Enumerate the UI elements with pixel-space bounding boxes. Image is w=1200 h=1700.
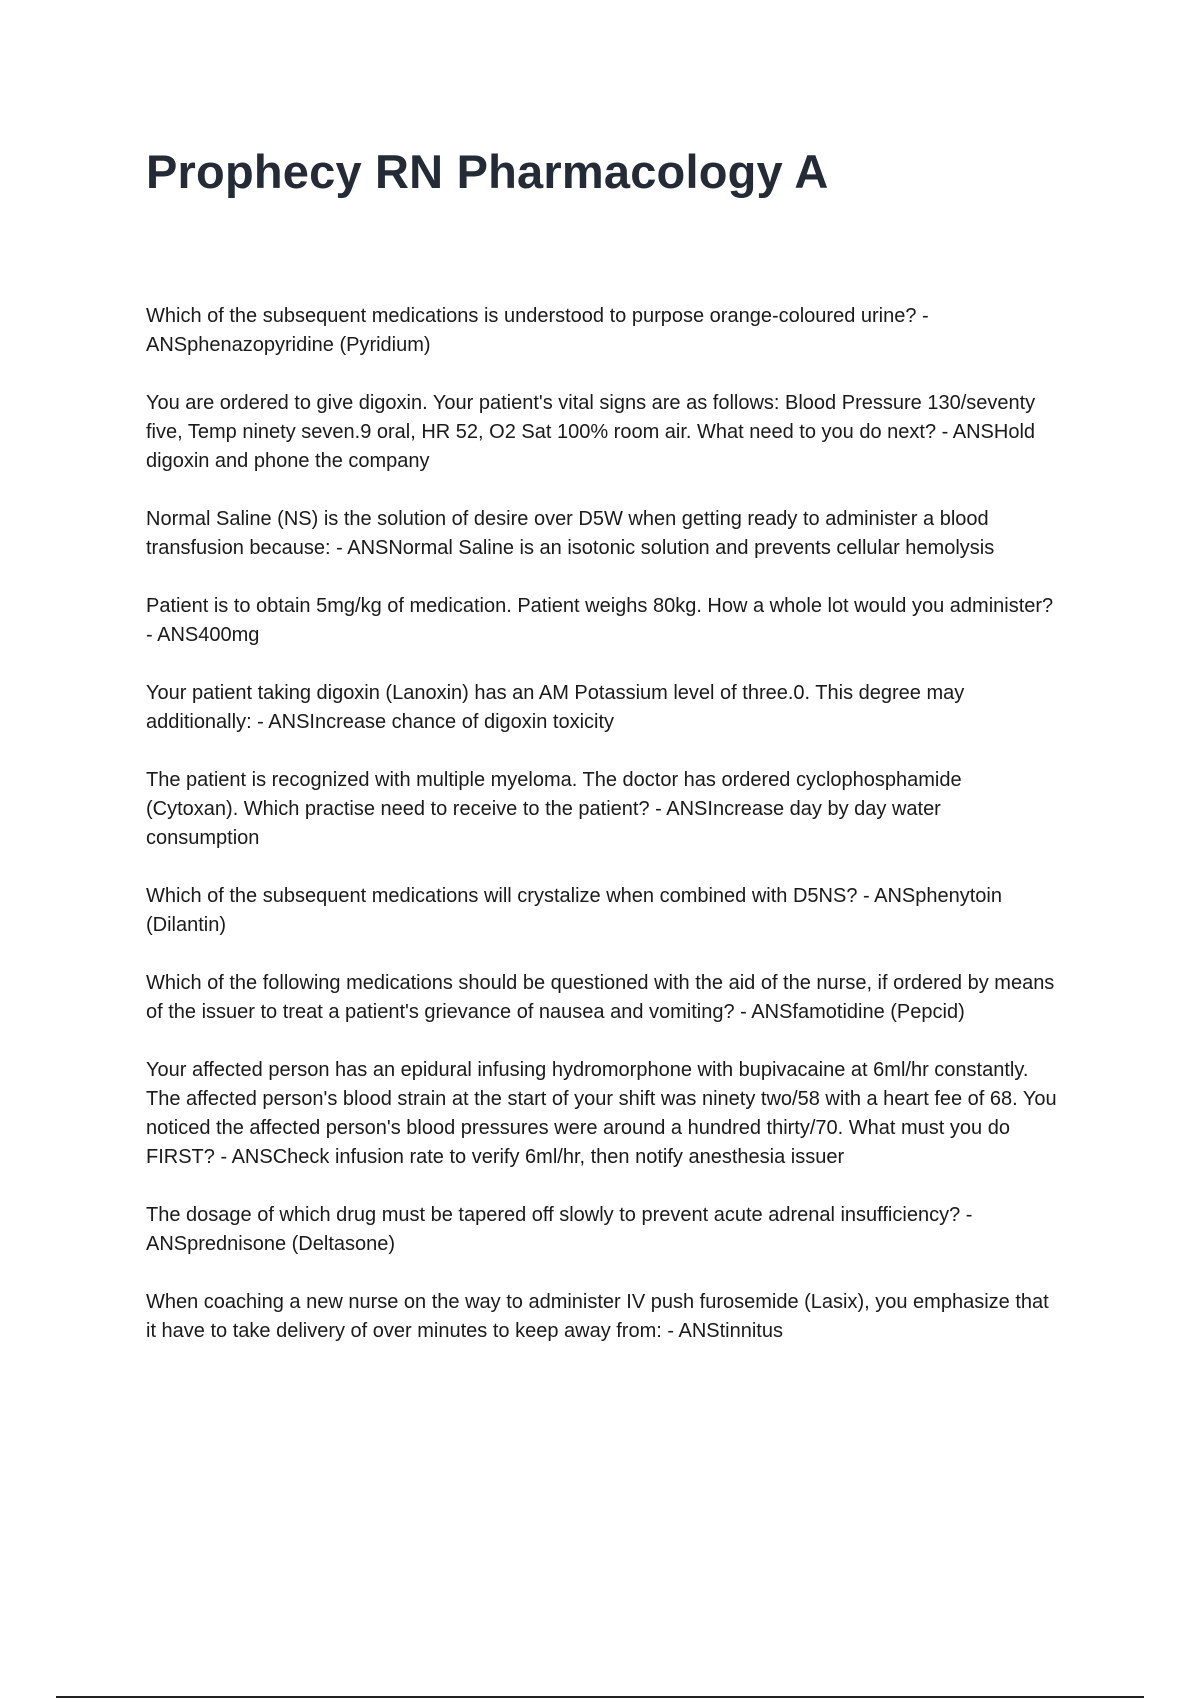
question-text: Which of the following medications should be questioned with the aid of the nurse, if ordered by means of the issuer to treat a patient's grievance of nausea and vomiting? <box>146 972 1055 1023</box>
qa-separator: - <box>330 537 348 559</box>
question-text: The patient is recognized with multiple myeloma. The doctor has ordered cyclophosphamide (Cytoxan). Which practise need to receive to the patient? <box>146 769 962 820</box>
answer-text: ANSNormal Saline is an isotonic solution and prevents cellular hemolysis <box>347 537 995 559</box>
answer-text: ANStinnitus <box>678 1320 783 1342</box>
qa-item <box>146 1201 1058 1259</box>
qa-separator: - <box>649 798 667 820</box>
question-text: Which of the subsequent medications will crystalize when combined with D5NS? <box>146 885 858 907</box>
qa-item <box>146 882 1058 940</box>
qa-item <box>146 302 1058 360</box>
qa-list <box>146 302 1058 1375</box>
answer-text: ANSIncrease day by day water consumption <box>146 798 941 849</box>
question-text: When coaching a new nurse on the way to administer IV push furosemide (Lasix), you emphasize that it have to take delivery of over minutes to keep away from: <box>146 1291 1049 1342</box>
question-text: Your patient taking digoxin (Lanoxin) has an AM Potassium level of three.0. This degree may additionally: <box>146 682 965 733</box>
qa-separator: - <box>146 624 158 646</box>
answer-text: ANSfamotidine (Pepcid) <box>751 1001 965 1023</box>
qa-item <box>146 389 1058 476</box>
qa-separator: - <box>916 305 929 327</box>
qa-item <box>146 1288 1058 1346</box>
question-text: You are ordered to give digoxin. Your patient's vital signs are as follows: Blood Pressure 130/seventy five, Temp ninety seven.9 oral, HR 52, O2 Sat 100% room air. What need to you do next? <box>146 392 1036 443</box>
question-text: Normal Saline (NS) is the solution of desire over D5W when getting ready to administer a blood transfusion because: <box>146 508 989 559</box>
answer-text: ANSphenazopyridine (Pyridium) <box>146 334 431 356</box>
qa-separator: - <box>214 1146 232 1168</box>
qa-separator: - <box>661 1320 679 1342</box>
question-text: The dosage of which drug must be tapered off slowly to prevent acute adrenal insufficiency? <box>146 1204 961 1226</box>
qa-separator: - <box>734 1001 752 1023</box>
qa-item <box>146 1056 1058 1172</box>
answer-text: ANSprednisone (Deltasone) <box>146 1233 396 1255</box>
qa-separator: - <box>857 885 875 907</box>
qa-separator: - <box>960 1204 973 1226</box>
qa-item <box>146 766 1058 853</box>
document-title: Prophecy RN Pharmacology A <box>146 145 829 198</box>
answer-text: ANSCheck infusion rate to verify 6ml/hr, then notify anesthesia issuer <box>231 1146 845 1168</box>
answer-text: ANSIncrease chance of digoxin toxicity <box>268 711 615 733</box>
qa-separator: - <box>936 421 953 443</box>
qa-item <box>146 592 1058 650</box>
answer-text: ANS400mg <box>157 624 260 646</box>
answer-text: ANSphenytoin (Dilantin) <box>146 885 1002 936</box>
qa-item <box>146 969 1058 1027</box>
question-text: Your affected person has an epidural infusing hydromorphone with bupivacaine at 6ml/hr constantly. The affected person's blood strain at the start of your shift was ninety two/58 with a heart fee of 68. You noticed the affected person's blood pressures were around a hundred thirty/70. What must you do FIRST? <box>146 1059 1057 1168</box>
qa-separator: - <box>251 711 269 733</box>
page-bottom-rule <box>56 1696 1144 1698</box>
answer-text: ANSHold digoxin and phone the company <box>146 421 1036 472</box>
question-text: Which of the subsequent medications is understood to purpose orange-coloured urine? <box>146 305 917 327</box>
question-text: Patient is to obtain 5mg/kg of medication. Patient weighs 80kg. How a whole lot would you administer? <box>146 595 1054 617</box>
qa-item <box>146 679 1058 737</box>
qa-item <box>146 505 1058 563</box>
